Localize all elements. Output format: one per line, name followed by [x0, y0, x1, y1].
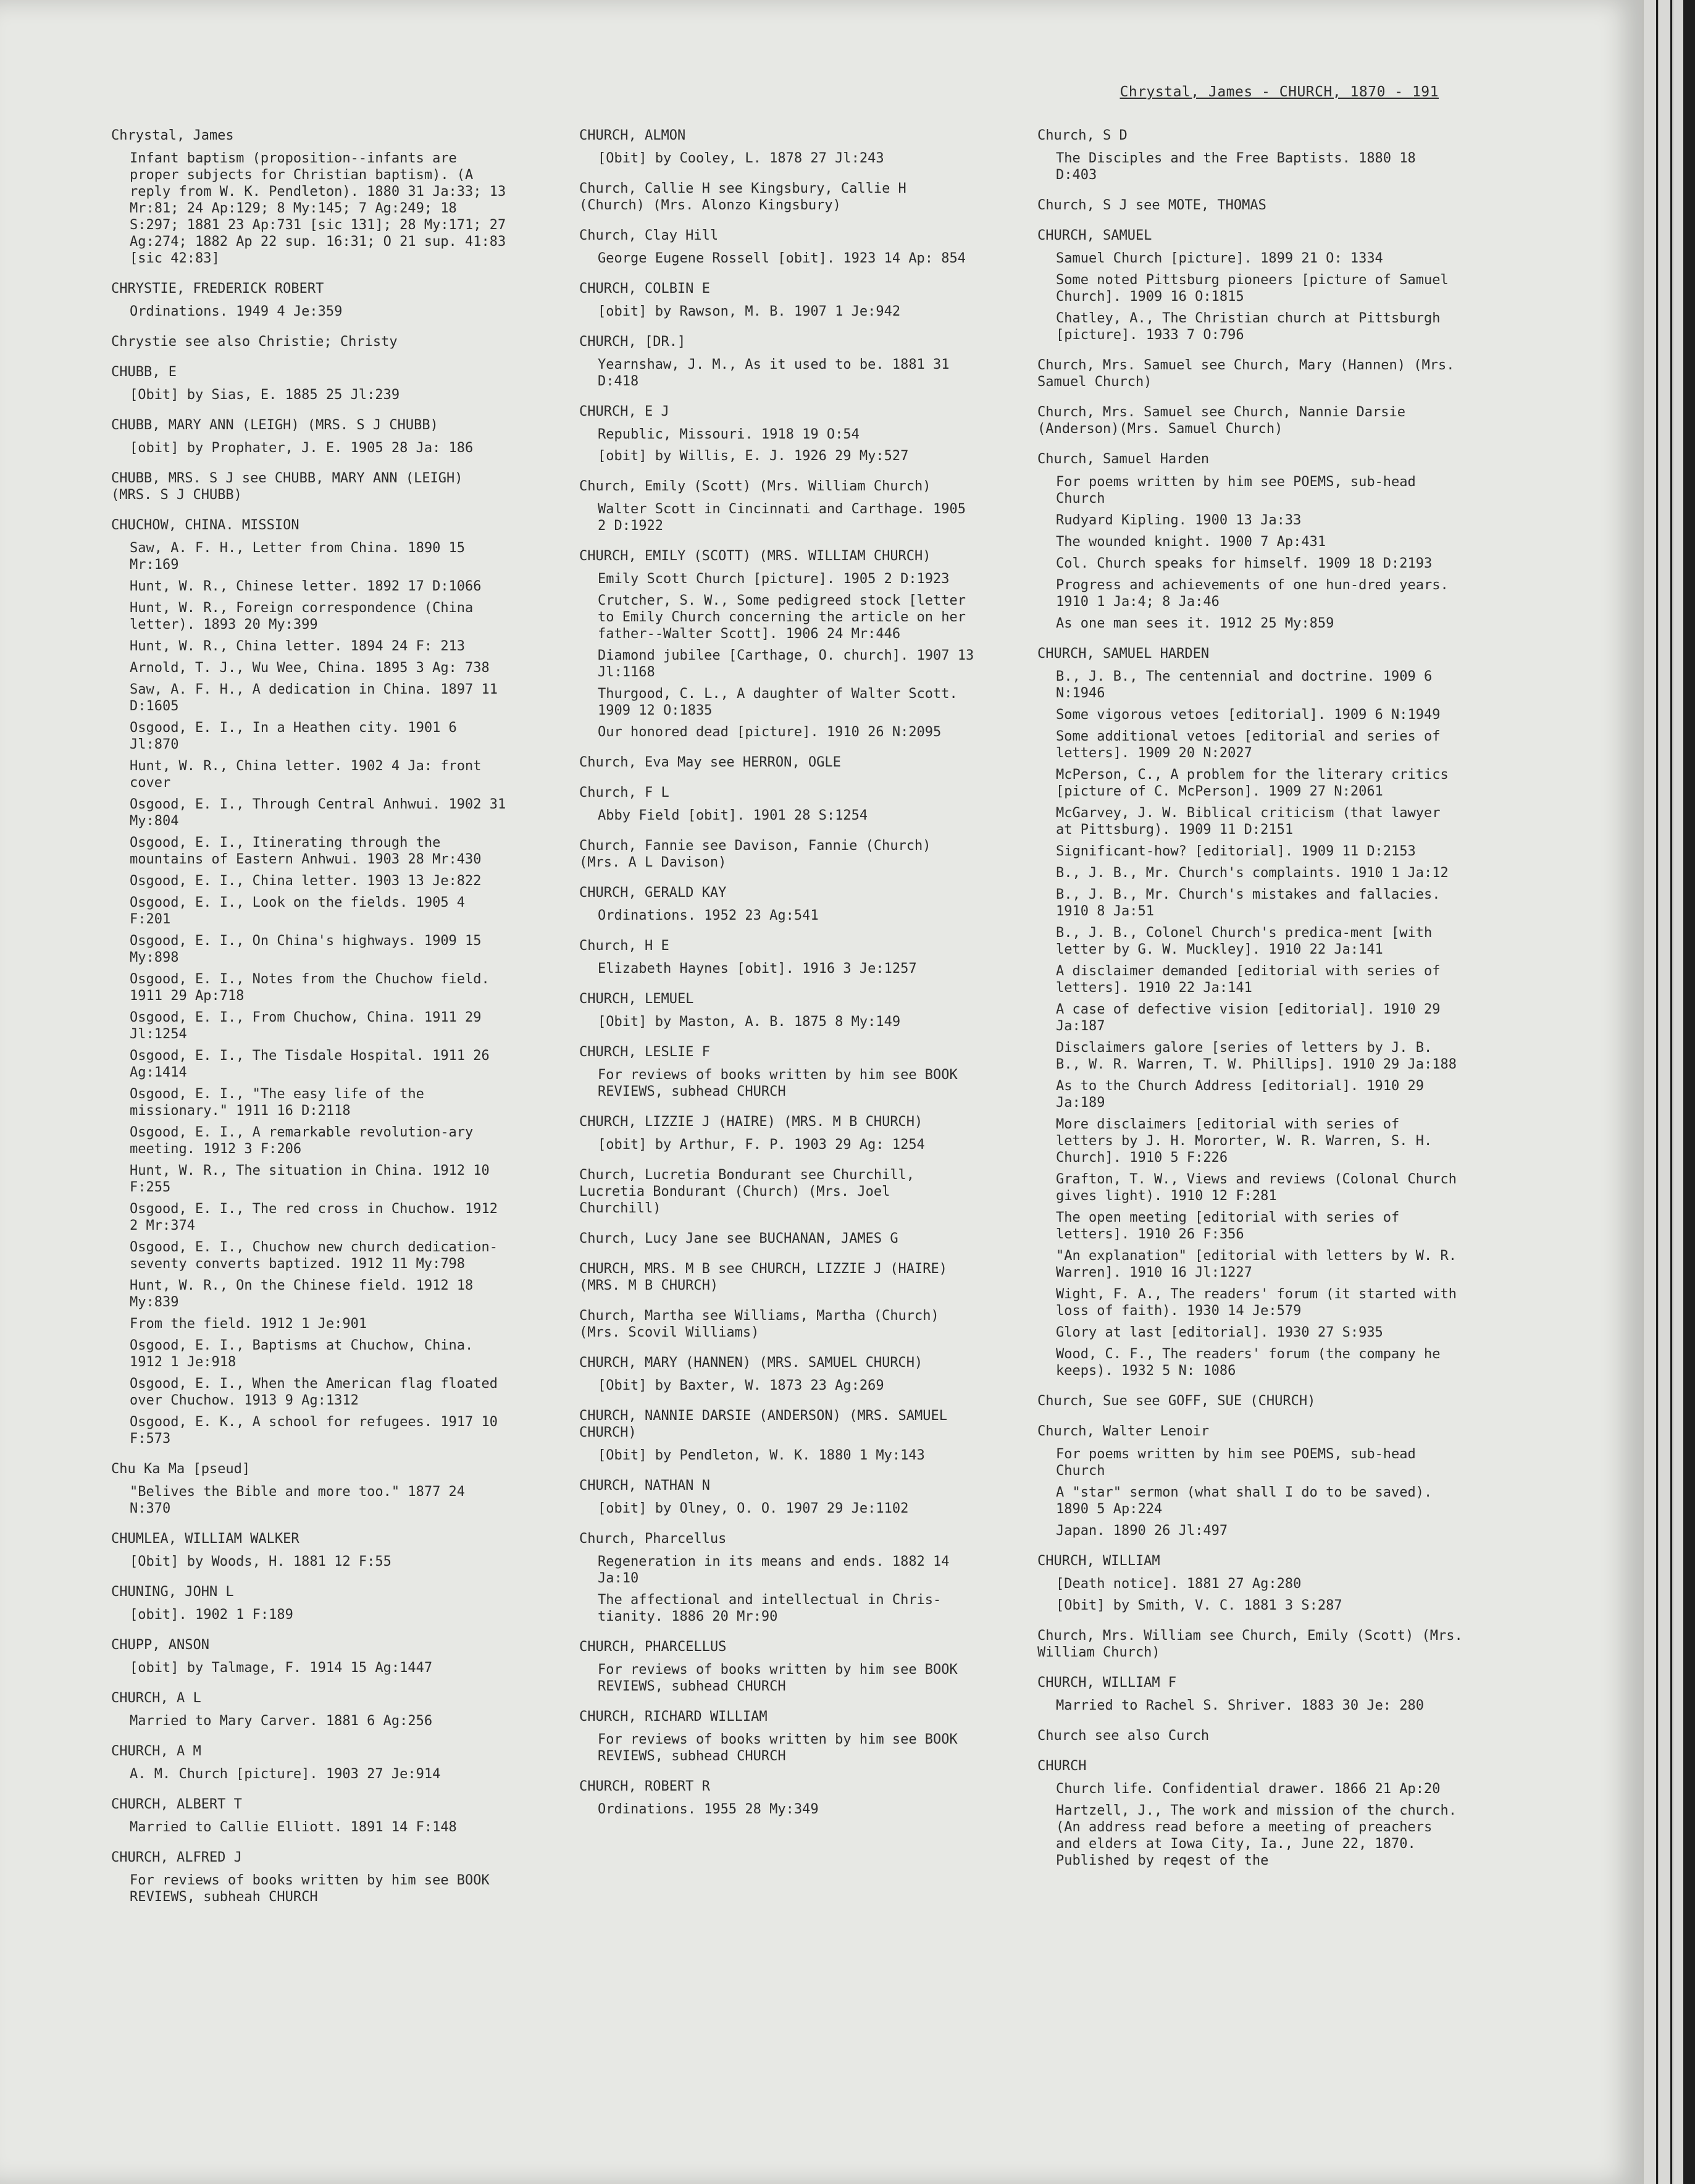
index-entry [1037, 451, 1463, 632]
entry-citation: A case of defective vision [editorial]. 1910 29 Ja:187 [1056, 1002, 1449, 1034]
index-entry [579, 784, 974, 824]
index-entry [1037, 197, 1463, 214]
entry-citation: Hunt, W. R., On the Chinese field. 1912 18 My:839 [130, 1278, 482, 1310]
entry-heading: CHURCH, SAMUEL [1037, 228, 1152, 243]
index-column-2 [579, 127, 982, 1831]
entry-heading: CHUBB, MARY ANN (LEIGH) (MRS. S J CHUBB) [111, 418, 438, 433]
index-entry [579, 1114, 974, 1153]
entry-citation: Hunt, W. R., China letter. 1902 4 Ja: front cover [130, 758, 490, 791]
entry-citation: George Eugene Rossell [obit]. 1923 14 Ap: 854 [598, 251, 966, 266]
entry-citation: Crutcher, S. W., Some pedigreed stock [letter to Emily Church concerning the article on her father--Walter Scott]. 1906 24 Mr:446 [598, 593, 974, 642]
entry-citation: "Belives the Bible and more too." 1877 24 N:370 [130, 1484, 474, 1516]
index-entry [111, 517, 514, 1447]
index-entry [1037, 1728, 1463, 1744]
entry-citation: Osgood, E. I., Itinerating through the mountains of Eastern Anhwui. 1903 28 Mr:430 [130, 835, 482, 867]
entry-citation: A. M. Church [picture]. 1903 27 Je:914 [130, 1766, 441, 1782]
index-entry [1037, 1553, 1463, 1614]
entry-citation: Significant-how? [editorial]. 1909 11 D:2153 [1056, 844, 1416, 859]
entry-citation: Emily Scott Church [picture]. 1905 2 D:1923 [598, 571, 950, 587]
index-entry [1037, 1674, 1463, 1714]
index-entry [579, 127, 974, 167]
index-entry [1037, 1758, 1463, 1869]
entry-citation: Some vigorous vetoes [editorial]. 1909 6 N:1949 [1056, 707, 1441, 723]
entry-heading: CHRYSTIE, FREDERICK ROBERT [111, 281, 324, 296]
index-entry [579, 1639, 974, 1695]
index-entry [579, 1408, 974, 1464]
entry-citation: McPerson, C., A problem for the literary critics [picture of C. McPerson]. 1909 27 N:2061 [1056, 767, 1457, 799]
index-entry [579, 1167, 974, 1217]
entry-citation: Osgood, E. I., China letter. 1903 13 Je:822 [130, 873, 482, 889]
index-entry [579, 478, 974, 534]
entry-citation: More disclaimers [editorial with series of letters by J. H. Mororter, W. R. Warren, S. H. Church]. 1910 5 F:226 [1056, 1117, 1441, 1166]
entry-citation: Elizabeth Haynes [obit]. 1916 3 Je:1257 [598, 961, 917, 976]
entry-heading: Church, Mrs. William see Church, Emily (Scott) (Mrs. William Church) [1037, 1628, 1471, 1660]
entry-heading: CHURCH, A L [111, 1690, 201, 1706]
entry-heading: CHURCH, ROBERT R [579, 1779, 710, 1794]
entry-citation: Ordinations. 1949 4 Je:359 [130, 304, 343, 319]
index-entry [111, 1531, 506, 1570]
entry-heading: Church, Pharcellus [579, 1531, 727, 1547]
entry-heading: Church, Samuel Harden [1037, 452, 1210, 467]
index-entry [111, 1743, 506, 1783]
entry-citation: Disclaimers galore [series of letters by J. B. B., W. R. Warren, T. W. Phillips]. 1910 29 Ja:188 [1056, 1040, 1457, 1072]
entry-citation: The affectional and intellectual in Chris-tianity. 1886 20 Mr:90 [598, 1592, 942, 1624]
entry-heading: Church, Clay Hill [579, 228, 719, 243]
entry-heading: Chrystie see also Christie; Christy [111, 334, 398, 350]
index-entry [579, 1708, 974, 1765]
entry-citation: B., J. B., Mr. Church's complaints. 1910 1 Ja:12 [1056, 865, 1449, 881]
entry-heading: Church, S J see MOTE, THOMAS [1037, 198, 1266, 213]
entry-heading: Chrystal, James [111, 128, 234, 143]
entry-heading: CHURCH, MARY (HANNEN) (MRS. SAMUEL CHURCH) [579, 1355, 923, 1371]
entry-citation: Osgood, E. I., Notes from the Chuchow field. 1911 29 Ap:718 [130, 972, 498, 1004]
entry-citation: Ordinations. 1952 23 Ag:541 [598, 908, 819, 923]
entry-citation: Glory at last [editorial]. 1930 27 S:935 [1056, 1325, 1383, 1340]
entry-heading: Church, S D [1037, 128, 1128, 143]
entry-heading: Church, Lucy Jane see BUCHANAN, JAMES G [579, 1231, 898, 1246]
entry-citation: For reviews of books written by him see BOOK REVIEWS, subhead CHURCH [598, 1067, 966, 1099]
entry-heading: CHURCH, RICHARD WILLIAM [579, 1709, 768, 1724]
entry-citation: Hunt, W. R., The situation in China. 1912 10 F:255 [130, 1163, 498, 1195]
entry-citation: Col. Church speaks for himself. 1909 18 D:2193 [1056, 556, 1433, 571]
index-entry [1037, 645, 1463, 1379]
entry-citation: Osgood, E. K., A school for refugees. 1917 10 F:573 [130, 1414, 506, 1447]
entry-heading: Church, Mrs. Samuel see Church, Nannie Darsie (Anderson)(Mrs. Samuel Church) [1037, 405, 1414, 437]
entry-heading: CHURCH, COLBIN E [579, 281, 710, 296]
index-entry [1037, 227, 1463, 343]
entry-heading: CHURCH, GERALD KAY [579, 885, 727, 901]
entry-citation: As one man sees it. 1912 25 My:859 [1056, 616, 1334, 631]
entry-citation: Regeneration in its means and ends. 1882 14 Ja:10 [598, 1554, 958, 1586]
entry-heading: Church, F L [579, 785, 669, 800]
entry-citation: Osgood, E. I., Look on the fields. 1905 4 F:201 [130, 895, 474, 927]
entry-heading: CHURCH, E J [579, 404, 669, 419]
entry-citation: Some noted Pittsburg pioneers [picture of Samuel Church]. 1909 16 O:1815 [1056, 272, 1457, 304]
entry-citation: "An explanation" [editorial with letters by W. R. Warren]. 1910 16 Jl:1227 [1056, 1248, 1465, 1280]
entry-heading: Chu Ka Ma [pseud] [111, 1461, 251, 1477]
entry-citation: Arnold, T. J., Wu Wee, China. 1895 3 Ag: 738 [130, 660, 490, 676]
entry-heading: CHURCH, LEMUEL [579, 991, 694, 1007]
entry-citation: Osgood, E. I., From Chuchow, China. 1911 29 Jl:1254 [130, 1010, 490, 1042]
entry-citation: The open meeting [editorial with series of letters]. 1910 26 F:356 [1056, 1210, 1408, 1242]
page-edge [1672, 0, 1683, 2184]
entry-heading: CHURCH, LIZZIE J (HAIRE) (MRS. M B CHURCH) [579, 1114, 923, 1130]
entry-citation: [obit] by Olney, O. O. 1907 29 Je:1102 [598, 1501, 909, 1516]
entry-heading: CHUCHOW, CHINA. MISSION [111, 518, 299, 533]
entry-heading: Church, Mrs. Samuel see Church, Mary (Hannen) (Mrs. Samuel Church) [1037, 358, 1463, 390]
entry-heading: Church, Sue see GOFF, SUE (CHURCH) [1037, 1393, 1316, 1409]
entry-heading: CHURCH, ALMON [579, 128, 686, 143]
entry-heading: CHURCH, A M [111, 1744, 201, 1759]
entry-citation: For poems written by him see POEMS, sub-head Church [1056, 1447, 1425, 1479]
index-entry [1037, 1628, 1471, 1661]
entry-citation: Yearnshaw, J. M., As it used to be. 1881 31 D:418 [598, 357, 958, 389]
index-entry [579, 1044, 974, 1100]
entry-citation: Republic, Missouri. 1918 19 O:54 [598, 427, 860, 442]
entry-heading: Church, Fannie see Davison, Fannie (Church) (Mrs. A L Davison) [579, 838, 939, 870]
entry-heading: CHURCH, WILLIAM [1037, 1553, 1160, 1569]
index-entry [579, 1261, 974, 1294]
entry-citation: [Obit] by Cooley, L. 1878 27 Jl:243 [598, 151, 884, 166]
index-entry [111, 334, 506, 350]
index-entry [1037, 1423, 1463, 1539]
index-entry [111, 1849, 506, 1905]
entry-heading: CHURCH, EMILY (SCOTT) (MRS. WILLIAM CHURCH) [579, 548, 931, 564]
entry-citation: Church life. Confidential drawer. 1866 21 Ap:20 [1056, 1781, 1441, 1797]
entry-heading: CHURCH, ALBERT T [111, 1797, 242, 1812]
entry-citation: Diamond jubilee [Carthage, O. church]. 1907 13 Jl:1168 [598, 648, 982, 680]
entry-citation: Grafton, T. W., Views and reviews (Colonal Church gives light). 1910 12 F:281 [1056, 1172, 1465, 1204]
entry-citation: From the field. 1912 1 Je:901 [130, 1316, 367, 1332]
entry-heading: CHURCH [1037, 1758, 1087, 1774]
entry-citation: Chatley, A., The Christian church at Pittsburgh [picture]. 1933 7 O:796 [1056, 311, 1449, 343]
index-entry [579, 403, 974, 464]
entry-citation: Saw, A. F. H., Letter from China. 1890 15 Mr:169 [130, 540, 474, 573]
entry-heading: CHURCH, NANNIE DARSIE (ANDERSON) (MRS. SAMUEL CHURCH) [579, 1408, 956, 1440]
entry-citation: For reviews of books written by him see BOOK REVIEWS, subheah CHURCH [130, 1873, 498, 1905]
index-entry [111, 127, 514, 267]
entry-citation: Some additional vetoes [editorial and series of letters]. 1909 20 N:2027 [1056, 729, 1449, 761]
entry-citation: Hunt, W. R., China letter. 1894 24 F: 213 [130, 639, 466, 654]
page-edge [1643, 0, 1656, 2184]
entry-citation: [obit] by Prophater, J. E. 1905 28 Ja: 186 [130, 440, 474, 456]
entry-citation: Osgood, E. I., A remarkable revolution-ary meeting. 1912 3 F:206 [130, 1125, 482, 1157]
entry-citation: Thurgood, C. L., A daughter of Walter Scott. 1909 12 O:1835 [598, 686, 966, 718]
entry-heading: Church, Callie H see Kingsbury, Callie H (Church) (Mrs. Alonzo Kingsbury) [579, 181, 915, 213]
entry-citation: B., J. B., Mr. Church's mistakes and fallacies. 1910 8 Ja:51 [1056, 887, 1449, 919]
entry-citation: Osgood, E. I., The red cross in Chuchow. 1912 2 Mr:374 [130, 1201, 506, 1233]
entry-heading: CHURCH, LESLIE F [579, 1044, 710, 1060]
entry-citation: Hartzell, J., The work and mission of the church. (An address read before a meeting of preachers and elders at Iowa City, Ia., June 22, 1870. Published by reqest of the [1056, 1803, 1465, 1868]
entry-citation: [obit]. 1902 1 F:189 [130, 1607, 293, 1623]
entry-heading: CHURCH, PHARCELLUS [579, 1639, 727, 1655]
index-entry [1037, 127, 1463, 183]
index-entry [579, 754, 974, 771]
entry-citation: [obit] by Talmage, F. 1914 15 Ag:1447 [130, 1660, 433, 1676]
index-entry [579, 180, 974, 214]
index-entry [579, 227, 974, 267]
index-entry [579, 938, 974, 977]
index-entry [1037, 1393, 1463, 1409]
entry-citation: [Obit] by Maston, A. B. 1875 8 My:149 [598, 1014, 901, 1030]
index-entry [579, 1778, 974, 1818]
entry-citation: Married to Mary Carver. 1881 6 Ag:256 [130, 1713, 433, 1729]
index-entry [579, 1531, 974, 1625]
index-entry [579, 280, 974, 320]
entry-citation: The Disciples and the Free Baptists. 1880 18 D:403 [1056, 151, 1425, 183]
entry-citation: For poems written by him see POEMS, sub-head Church [1056, 474, 1425, 506]
entry-heading: Church, Emily (Scott) (Mrs. William Church) [579, 479, 931, 494]
entry-heading: Church see also Curch [1037, 1728, 1210, 1744]
entry-citation: Osgood, E. I., Chuchow new church dedication-seventy converts baptized. 1912 11 My:798 [130, 1240, 498, 1272]
entry-citation: A disclaimer demanded [editorial with series of letters]. 1910 22 Ja:141 [1056, 964, 1449, 996]
entry-citation: As to the Church Address [editorial]. 1910 29 Ja:189 [1056, 1078, 1433, 1111]
index-entry [1037, 357, 1463, 390]
entry-heading: Church, Martha see Williams, Martha (Church) (Mrs. Scovil Williams) [579, 1308, 948, 1340]
entry-citation: The wounded knight. 1900 7 Ap:431 [1056, 534, 1326, 550]
entry-citation: Abby Field [obit]. 1901 28 S:1254 [598, 808, 868, 823]
index-entry [1037, 404, 1463, 437]
index-entry [111, 1690, 506, 1729]
entry-citation: For reviews of books written by him see BOOK REVIEWS, subhead CHURCH [598, 1732, 966, 1764]
entry-citation: Osgood, E. I., "The easy life of the missionary." 1911 16 D:2118 [130, 1086, 433, 1119]
entry-citation: Saw, A. F. H., A dedication in China. 1897 11 D:1605 [130, 682, 506, 714]
entry-citation: Married to Callie Elliott. 1891 14 F:148 [130, 1820, 457, 1835]
index-entry [579, 991, 974, 1030]
entry-citation: Osgood, E. I., Through Central Anhwui. 1902 31 My:804 [130, 797, 514, 829]
entry-heading: Church, Walter Lenoir [1037, 1424, 1210, 1439]
entry-citation: [Death notice]. 1881 27 Ag:280 [1056, 1576, 1302, 1592]
entry-citation: Hunt, W. R., Chinese letter. 1892 17 D:1066 [130, 579, 482, 594]
entry-citation: Osgood, E. I., Baptisms at Chuchow, China. 1912 1 Je:918 [130, 1338, 482, 1370]
entry-citation: Hunt, W. R., Foreign correspondence (China letter). 1893 20 My:399 [130, 600, 482, 632]
page-edge [1658, 0, 1670, 2184]
entry-citation: Japan. 1890 26 Jl:497 [1056, 1523, 1228, 1539]
entry-heading: CHUMLEA, WILLIAM WALKER [111, 1531, 299, 1547]
entry-citation: [Obit] by Sias, E. 1885 25 Jl:239 [130, 387, 400, 403]
entry-citation: [obit] by Arthur, F. P. 1903 29 Ag: 1254 [598, 1137, 925, 1153]
entry-citation: For reviews of books written by him see BOOK REVIEWS, subhead CHURCH [598, 1662, 966, 1694]
index-entry [579, 334, 974, 390]
entry-heading: CHURCH, ALFRED J [111, 1850, 242, 1865]
entry-citation: [Obit] by Woods, H. 1881 12 F:55 [130, 1554, 391, 1569]
index-entry [111, 364, 506, 403]
entry-citation: Osgood, E. I., When the American flag floated over Chuchow. 1913 9 Ag:1312 [130, 1376, 506, 1408]
page-header: Chrystal, James - CHURCH, 1870 - 191 [1120, 84, 1439, 100]
index-entry [579, 1308, 974, 1341]
entry-heading: Church, Eva May see HERRON, OGLE [579, 755, 841, 770]
entry-heading: CHURCH, SAMUEL HARDEN [1037, 646, 1210, 662]
entry-heading: CHUNING, JOHN L [111, 1584, 234, 1600]
entry-citation: Walter Scott in Cincinnati and Carthage. 1905 2 D:1922 [598, 502, 974, 534]
index-entry [579, 548, 982, 741]
entry-citation: [Obit] by Smith, V. C. 1881 3 S:287 [1056, 1598, 1342, 1613]
entry-citation: B., J. B., Colonel Church's predica-ment [with letter by G. W. Muckley]. 1910 22 Ja:141 [1056, 925, 1441, 957]
entry-citation: Osgood, E. I., In a Heathen city. 1901 6 Jl:870 [130, 720, 466, 752]
entry-heading: CHURCH, NATHAN N [579, 1478, 710, 1493]
entry-citation: [Obit] by Pendleton, W. K. 1880 1 My:143 [598, 1448, 925, 1463]
index-entry [579, 1477, 974, 1517]
entry-citation: Married to Rachel S. Shriver. 1883 30 Je: 280 [1056, 1698, 1425, 1713]
entry-citation: [obit] by Rawson, M. B. 1907 1 Je:942 [598, 304, 901, 319]
entry-citation: Ordinations. 1955 28 My:349 [598, 1802, 819, 1817]
index-entry [111, 1461, 506, 1517]
index-entry [579, 1230, 974, 1247]
entry-citation: Rudyard Kipling. 1900 13 Ja:33 [1056, 513, 1302, 528]
index-entry [111, 1796, 506, 1836]
entry-citation: [Obit] by Baxter, W. 1873 23 Ag:269 [598, 1378, 884, 1393]
entry-citation: Wood, C. F., The readers' forum (the company he keeps). 1932 5 N: 1086 [1056, 1346, 1449, 1379]
index-column-1 [111, 127, 514, 1919]
entry-citation: A "star" sermon (what shall I do to be saved). 1890 5 Ap:224 [1056, 1485, 1441, 1517]
index-entry [579, 1354, 974, 1394]
entry-heading: CHURCH, MRS. M B see CHURCH, LIZZIE J (HAIRE) (MRS. M B CHURCH) [579, 1261, 956, 1293]
entry-heading: CHURCH, WILLIAM F [1037, 1675, 1177, 1690]
index-entry [111, 470, 506, 503]
entry-citation: [obit] by Willis, E. J. 1926 29 My:527 [598, 448, 909, 464]
entry-heading: CHUBB, MRS. S J see CHUBB, MARY ANN (LEIGH) (MRS. S J CHUBB) [111, 471, 471, 503]
index-entry [111, 1584, 506, 1623]
entry-citation: Samuel Church [picture]. 1899 21 O: 1334 [1056, 251, 1383, 266]
entry-citation: B., J. B., The centennial and doctrine. 1909 6 N:1946 [1056, 669, 1441, 701]
entry-citation: McGarvey, J. W. Biblical criticism (that lawyer at Pittsburg). 1909 11 D:2151 [1056, 805, 1449, 838]
index-entry [579, 838, 974, 871]
entry-citation: Wight, F. A., The readers' forum (it started with loss of faith). 1930 14 Je:579 [1056, 1287, 1465, 1319]
entry-citation: Osgood, E. I., The Tisdale Hospital. 1911 26 Ag:1414 [130, 1048, 498, 1080]
entry-citation: Infant baptism (proposition--infants are proper subjects for Christian baptism). (A reply from W. K. Pendleton). 1880 31 Ja:33; 13 Mr:81; 24 Ap:129; 8 My:145; 7 Ag:249; 18 S:297; 1881 23 Ap:731 [sic 131]; 28 My:171; 27 Ag:274; 1882 Ap 22 sup. 16:31; O 21 sup. 41:83 [sic 42:83] [130, 151, 514, 266]
entry-heading: Church, H E [579, 938, 669, 954]
index-entry [111, 280, 506, 320]
entry-citation: Progress and achievements of one hun-dred years. 1910 1 Ja:4; 8 Ja:46 [1056, 578, 1457, 610]
entry-heading: Church, Lucretia Bondurant see Churchill, Lucretia Bondurant (Church) (Mrs. Joel Churchill) [579, 1167, 923, 1216]
entry-heading: CHURCH, [DR.] [579, 334, 686, 350]
entry-heading: CHUBB, E [111, 364, 177, 380]
index-entry [111, 417, 506, 456]
index-column-3 [1037, 127, 1471, 1883]
index-entry [579, 884, 974, 924]
entry-heading: CHUPP, ANSON [111, 1637, 209, 1653]
index-entry [111, 1637, 506, 1676]
entry-citation: Osgood, E. I., On China's highways. 1909 15 My:898 [130, 933, 490, 965]
entry-citation: Our honored dead [picture]. 1910 26 N:2095 [598, 724, 942, 740]
